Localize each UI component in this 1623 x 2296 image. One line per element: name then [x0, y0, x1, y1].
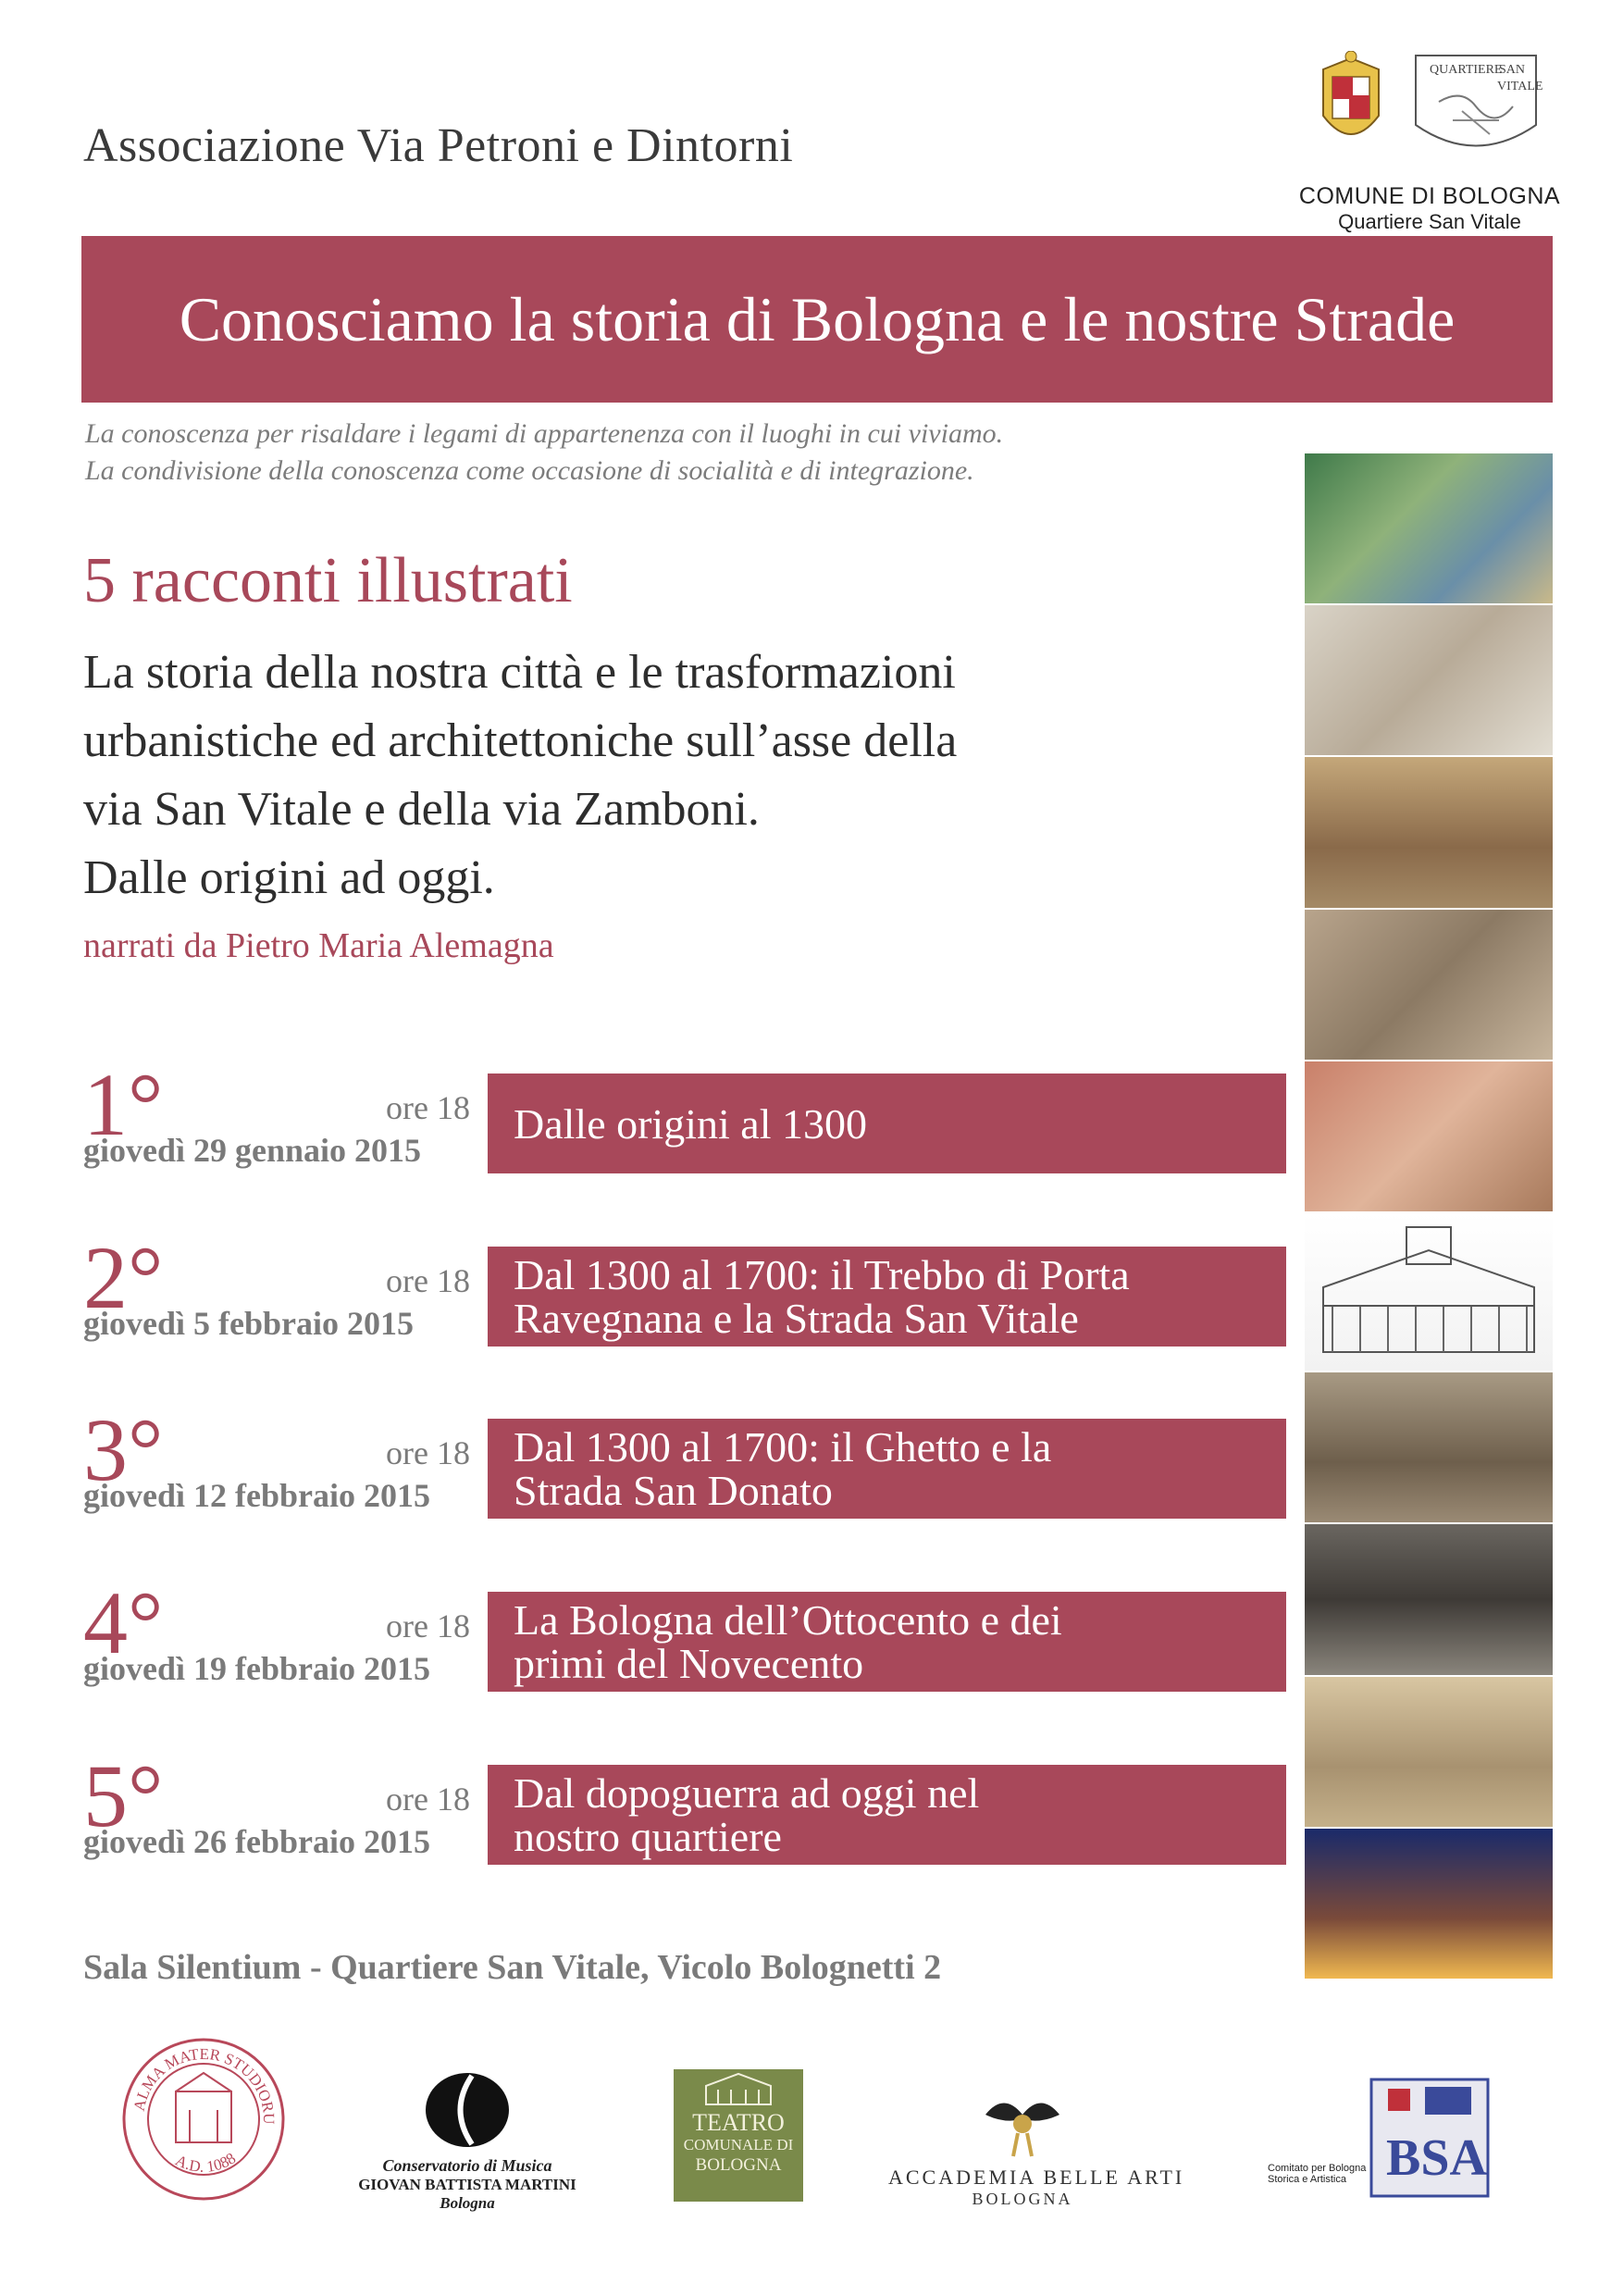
event-date: giovedì 5 febbraio 2015: [83, 1305, 414, 1342]
event-date: giovedì 19 febbraio 2015: [83, 1650, 430, 1687]
intro-line-1: La conoscenza per risaldare i legami di appartenenza con il luoghi in cui viviamo.: [85, 418, 1004, 449]
event-title-line: Ravegnana e la Strada San Vitale: [514, 1295, 1079, 1342]
teatro-logo: [674, 2069, 803, 2202]
desc-line-3: via San Vitale e della via Zamboni.: [83, 783, 760, 836]
seal-text-1: QUARTIERE: [1430, 63, 1503, 77]
svg-text:A.D. 1088: [173, 2149, 239, 2175]
photo-two-towers: [1305, 1372, 1553, 1524]
desc-line-1: La storia della nostra città e le trasformazioni: [83, 646, 956, 699]
teatro-line-3: BOLOGNA: [695, 2155, 782, 2175]
event-1: [0, 1055, 1295, 1175]
event-number: 2°: [83, 1228, 164, 1327]
svg-text:ALMA MATER STUDIORUM: [120, 2036, 278, 2125]
series-description: [83, 639, 957, 912]
event-date: giovedì 12 febbraio 2015: [83, 1477, 430, 1514]
series-title: 5 racconti illustrati: [83, 545, 573, 616]
event-title-line: Dal 1300 al 1700: il Trebbo di Porta: [514, 1251, 1130, 1298]
comune-crest-icon: [1314, 51, 1545, 171]
event-time: ore 18: [386, 1434, 470, 1471]
title-banner: [81, 236, 1553, 403]
quartiere-label: Quartiere San Vitale: [1338, 210, 1521, 233]
event-title-box: [488, 1592, 1286, 1692]
seal-top-text: ALMA MATER STUDIORU: [130, 2044, 279, 2125]
event-title-line: La Bologna dell’Ottocento e dei: [514, 1596, 1062, 1644]
teatro-line-1: TEATRO: [692, 2109, 785, 2136]
event-time: ore 18: [386, 1089, 470, 1126]
seal-bottom-text: A.D. 1088: [172, 2149, 240, 2176]
conservatorio-line-3: Bologna: [440, 2194, 495, 2212]
intro-line-2: La condivisione della conoscenza come occasione di socialità e di integrazione.: [85, 455, 974, 486]
conservatorio-line-1: Conservatorio di Musica: [382, 2156, 552, 2175]
event-3: [0, 1400, 1295, 1520]
event-title-line: primi del Novecento: [514, 1640, 864, 1687]
unibo-seal-icon: [120, 2036, 287, 2203]
event-date: giovedì 26 febbraio 2015: [83, 1823, 430, 1860]
event-title-line: nostro quartiere: [514, 1813, 782, 1860]
event-title-line: Dal 1300 al 1700: il Ghetto e la: [514, 1423, 1052, 1471]
conservatorio-line-2: GIOVAN BATTISTA MARTINI: [358, 2176, 576, 2193]
venue: Sala Silentium - Quartiere San Vitale, Vicolo Bolognetti 2: [83, 1948, 942, 1987]
photo-street-crowd: [1305, 1677, 1553, 1829]
event-number: 3°: [83, 1400, 164, 1499]
event-time: ore 18: [386, 1781, 470, 1818]
conservatorio-logo: [342, 2068, 592, 2213]
comune-label: COMUNE DI BOLOGNA: [1298, 183, 1561, 209]
event-title-box: [488, 1074, 1286, 1173]
event-5: [0, 1746, 1295, 1867]
photo-relief: [1305, 910, 1553, 1061]
comitato-line-2: Storica e Artistica: [1268, 2174, 1346, 2185]
event-number: 1°: [83, 1055, 164, 1154]
desc-line-4: Dalle origini ad oggi.: [83, 851, 495, 904]
accademia-winged-figure-icon: [967, 2087, 1078, 2161]
desc-line-2: urbanistiche ed architettoniche sull’asse della: [83, 714, 958, 767]
photo-building-drawing: [1305, 1213, 1553, 1372]
event-title-box: [488, 1247, 1286, 1347]
event-date: giovedì 29 gennaio 2015: [83, 1132, 422, 1169]
photo-strip: [1305, 453, 1553, 1980]
photo-night-square: [1305, 1829, 1553, 1980]
seal-text-2: SAN: [1499, 63, 1526, 77]
bsa-letters: BSA: [1386, 2129, 1487, 2187]
event-time: ore 18: [386, 1607, 470, 1644]
photo-towers-painting: [1305, 757, 1553, 909]
teatro-line-2: COMUNALE DI: [683, 2136, 794, 2153]
event-title-box: [488, 1419, 1286, 1519]
event-title-box: [488, 1765, 1286, 1865]
event-title-line: Dal dopoguerra ad oggi nel: [514, 1769, 980, 1817]
comitato-bsa-icon: [1369, 2078, 1490, 2198]
unibo-logo: [120, 2036, 287, 2203]
event-4: [0, 1573, 1295, 1694]
teatro-building-icon: [701, 2069, 775, 2106]
event-time: ore 18: [386, 1262, 470, 1299]
building-drawing-icon: [1305, 1213, 1553, 1366]
event-title-line: Strada San Donato: [514, 1467, 833, 1514]
comune-logo: [1295, 51, 1564, 234]
photo-demolition: [1305, 1524, 1553, 1676]
accademia-logo: [888, 2087, 1185, 2209]
accademia-line-1: ACCADEMIA BELLE ARTI: [888, 2166, 1185, 2189]
event-2: [0, 1228, 1295, 1348]
seal-text-3: VITALE: [1497, 80, 1543, 93]
page-title: Conosciamo la storia di Bologna e le nostre Strade: [179, 283, 1456, 354]
event-title-line: Dalle origini al 1300: [514, 1099, 867, 1148]
photo-map: [1305, 605, 1553, 757]
photo-panorama: [1305, 453, 1553, 605]
photo-old-map: [1305, 1061, 1553, 1213]
event-number: 5°: [83, 1746, 164, 1845]
narrator: narrati da Pietro Maria Alemagna: [83, 926, 554, 965]
intro-text: [85, 416, 1003, 490]
event-number: 4°: [83, 1573, 164, 1672]
association-name: Associazione Via Petroni e Dintorni: [83, 119, 794, 172]
conservatorio-emblem-icon: [421, 2068, 514, 2152]
comitato-line-1: Comitato per Bologna: [1268, 2163, 1367, 2174]
accademia-line-2: BOLOGNA: [972, 2190, 1073, 2208]
